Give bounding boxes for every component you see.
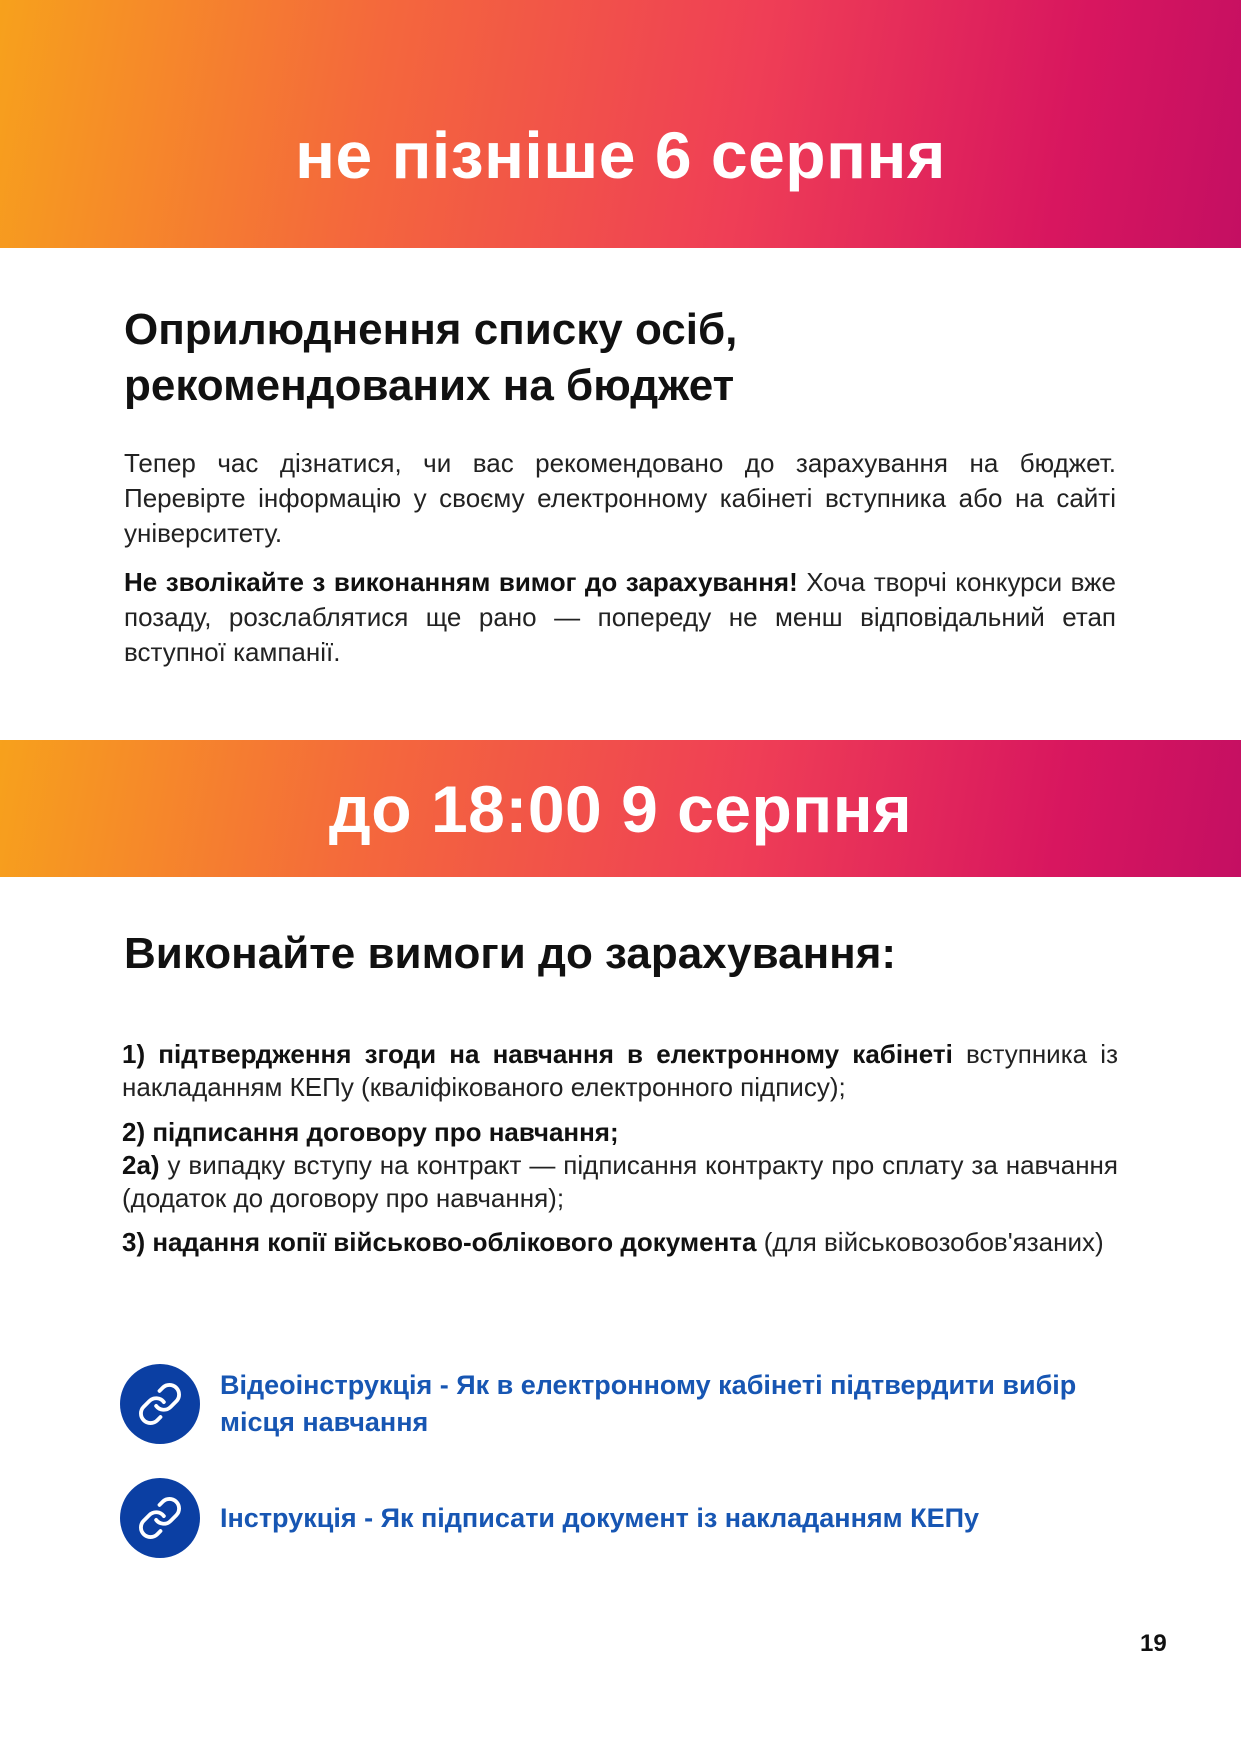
signing-instruction-link[interactable] bbox=[120, 1478, 1120, 1558]
requirement-1 bbox=[122, 1038, 1118, 1104]
section-title-requirements: Виконайте вимоги до зарахування: bbox=[124, 929, 897, 978]
link-icon[interactable] bbox=[120, 1478, 200, 1558]
section-title-line-1: Оприлюднення списку осіб, bbox=[124, 305, 738, 354]
requirement-1-bold: 1) підтвердження згоди на навчання в електронному кабінеті bbox=[122, 1039, 953, 1069]
requirement-2-bold: 2) підписання договору про навчання; bbox=[122, 1117, 619, 1147]
requirement-3-bold: 3) надання копії військово-облікового документа bbox=[122, 1227, 757, 1257]
paragraph-rest: Хоча творчі конкурси вже позаду, розслаблятися ще рано — попереду не менш відповідальний етап вступної кампанії. bbox=[124, 567, 1116, 667]
requirement-2 bbox=[122, 1116, 1118, 1215]
requirement-3-rest: (для військовозобов'язаних) bbox=[756, 1227, 1104, 1257]
video-instruction-link[interactable] bbox=[120, 1364, 1120, 1444]
paragraph-dont-delay bbox=[124, 565, 1116, 670]
section-title-budget-list bbox=[124, 302, 1124, 414]
requirement-2a-rest: у випадку вступу на контракт — підписання контракту про сплату за навчання (додаток до договору про навчання); bbox=[122, 1150, 1118, 1213]
date-banner-1 bbox=[0, 0, 1241, 248]
banner-title-2: до 18:00 9 серпня bbox=[328, 771, 913, 846]
video-instruction-link-label[interactable]: Відеоінструкція - Як в електронному кабінеті підтвердити вибір місця навчання bbox=[220, 1370, 1077, 1437]
date-banner-2 bbox=[0, 740, 1241, 877]
paragraph-emphasis: Не зволікайте з виконанням вимог до зарахування! bbox=[124, 567, 798, 597]
signing-instruction-link-label[interactable]: Інструкція - Як підписати документ із накладанням КЕПу bbox=[220, 1502, 980, 1533]
requirement-2a-bold: 2а) bbox=[122, 1150, 160, 1180]
link-icon[interactable] bbox=[120, 1364, 200, 1444]
requirement-3 bbox=[122, 1226, 1118, 1259]
banner-title-1: не пізніше 6 серпня bbox=[295, 118, 946, 192]
page-number: 19 bbox=[1140, 1630, 1167, 1657]
requirement-1-rest: вступника із накладанням КЕПу (кваліфікованого електронного підпису); bbox=[122, 1039, 1118, 1102]
section-title-line-2: рекомендованих на бюджет bbox=[124, 361, 735, 410]
paragraph-check-info: Тепер час дізнатися, чи вас рекомендовано до зарахування на бюджет. Перевірте інформацію у своєму електронному кабінеті вступника або на сайті університету. bbox=[124, 448, 1116, 548]
